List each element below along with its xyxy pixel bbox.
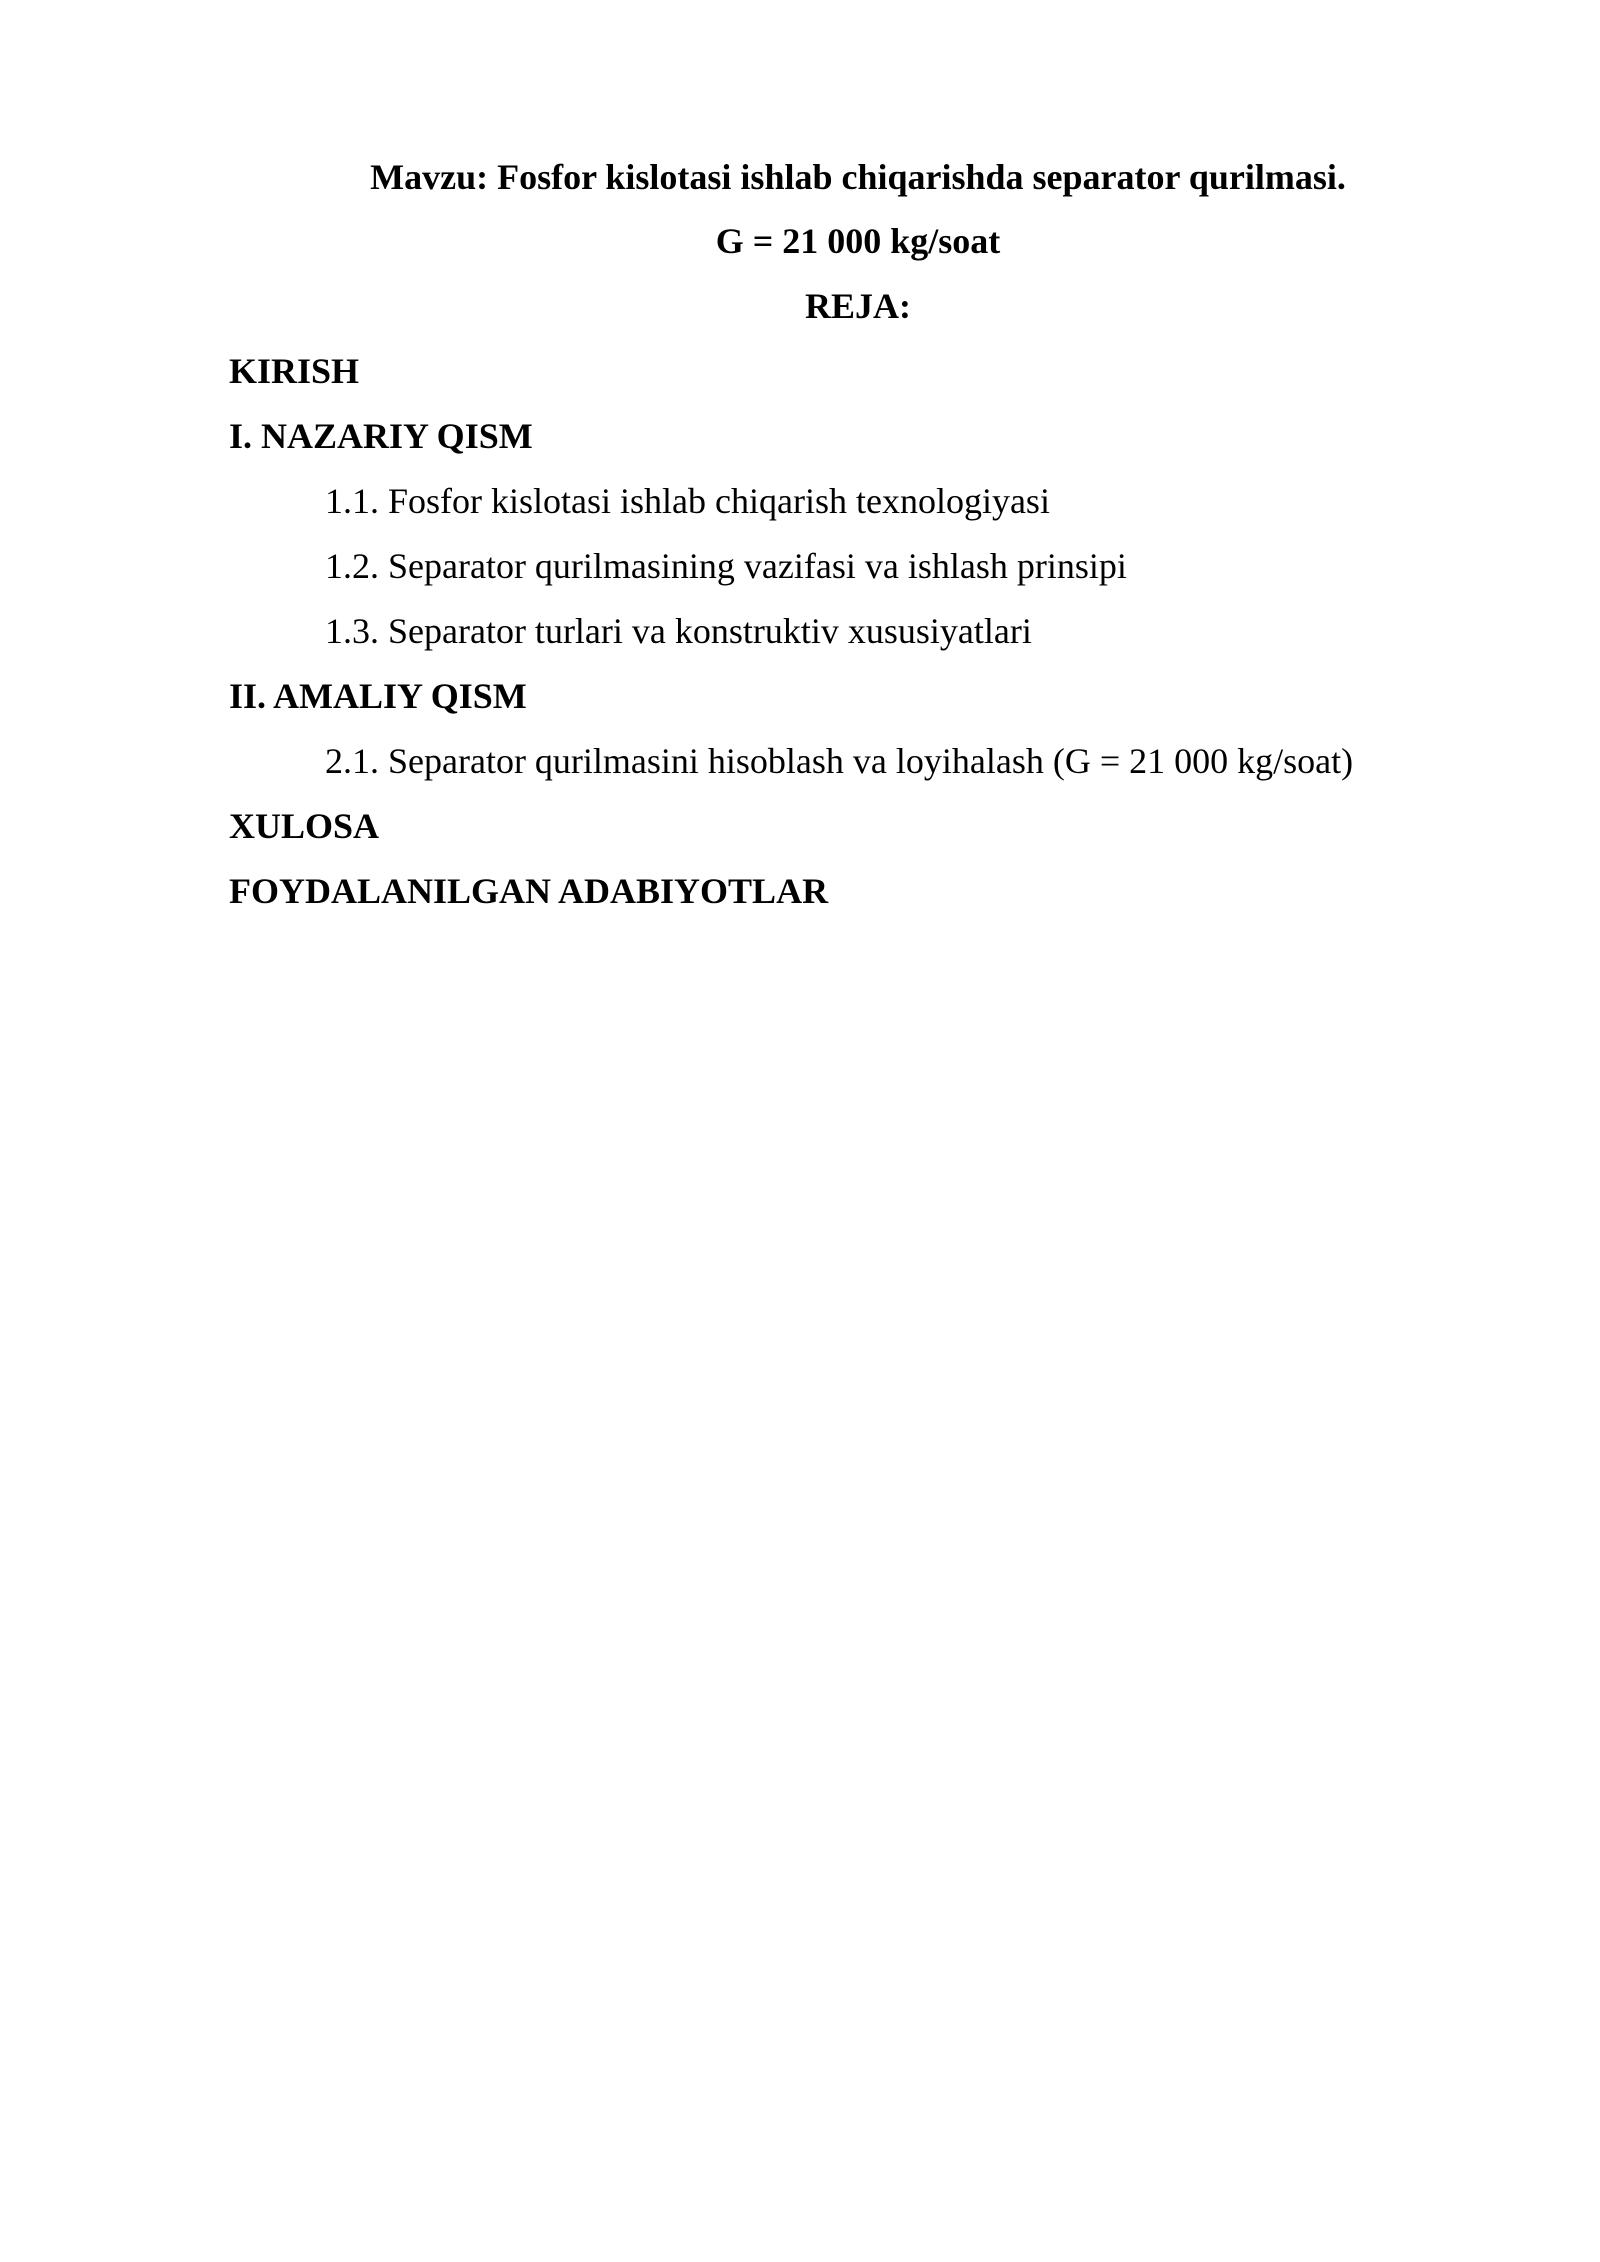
plan-title: REJA: <box>805 286 911 326</box>
outline-item: 2.1. Separator qurilmasini hisoblash va loyihalash (G = 21 000 kg/soat) <box>325 741 1354 781</box>
section-references: FOYDALANILGAN ADABIYOTLAR <box>229 871 829 911</box>
section-conclusion: XULOSA <box>229 806 380 846</box>
section-intro: KIRISH <box>229 351 360 391</box>
outline-item: 1.3. Separator turlari va konstruktiv xususiyatlari <box>325 611 1032 651</box>
topic-title: Mavzu: Fosfor kislotasi ishlab chiqarishda separator qurilmasi. <box>370 157 1346 197</box>
outline-item: 1.1. Fosfor kislotasi ishlab chiqarish texnologiyasi <box>325 481 1050 521</box>
outline-item: 1.2. Separator qurilmasining vazifasi va ishlash prinsipi <box>325 546 1127 586</box>
capacity-line: G = 21 000 kg/soat <box>715 221 1001 261</box>
section-part2-title: II. AMALIY QISM <box>229 676 527 716</box>
section-part1-title: I. NAZARIY QISM <box>229 416 533 456</box>
